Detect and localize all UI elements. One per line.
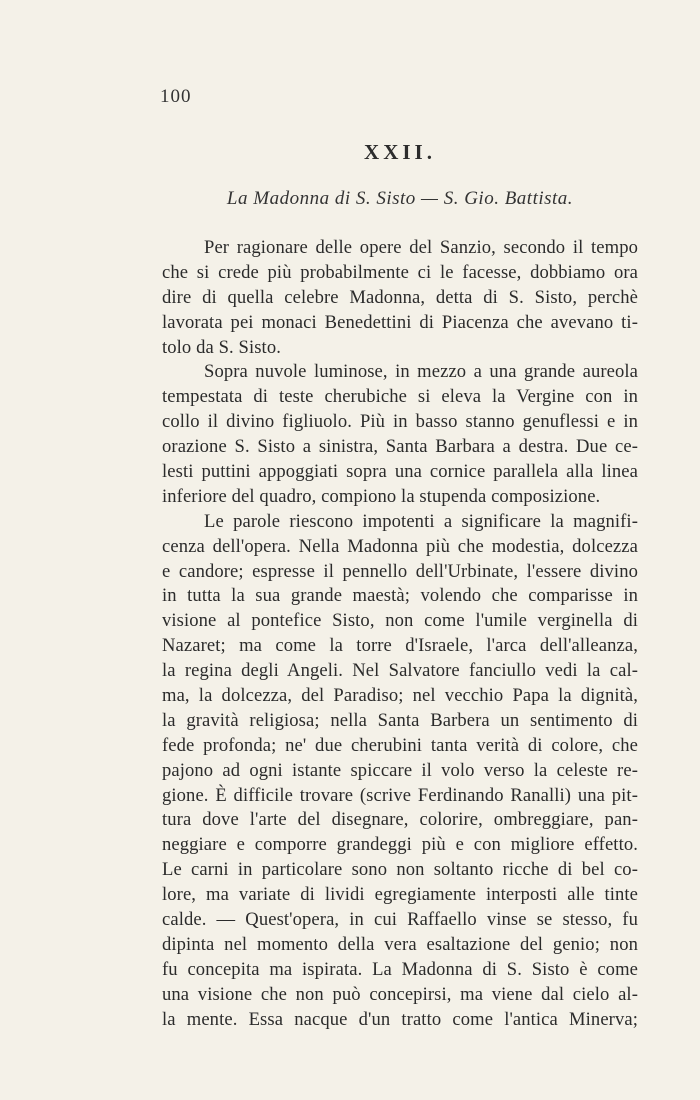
text-line: tura dove l'arte del disegnare, colorire, ombreggiare, pan- <box>162 809 638 831</box>
text-line: collo il divino figliuolo. Più in basso stanno genuflessi e in <box>162 411 638 433</box>
text-line: dire di quella celebre Madonna, detta di S. Sisto, perchè <box>162 286 638 308</box>
text-line: lavorata pei monaci Benedettini di Piacenza che avevano ti- <box>162 311 638 333</box>
text-line: tempestata di teste cherubiche si eleva la Vergine con in <box>162 386 638 408</box>
chapter-title: XXII. <box>364 140 436 164</box>
text-line: calde. — Quest'opera, in cui Raffaello vinse se stesso, fu <box>162 909 638 931</box>
text-line: orazione S. Sisto a sinistra, Santa Barbara a destra. Due ce- <box>162 436 638 458</box>
text-line: pajono ad ogni istante spiccare il volo verso la celeste re- <box>162 759 638 781</box>
text-line: tolo da S. Sisto. <box>162 336 281 358</box>
text-line: cenza dell'opera. Nella Madonna più che modestia, dolcezza <box>162 535 638 557</box>
text-line: Nazaret; ma come la torre d'Israele, l'arca dell'alleanza, <box>162 635 638 657</box>
text-line: visione al pontefice Sisto, non come l'umile verginella di <box>162 610 638 632</box>
text-line: Sopra nuvole luminose, in mezzo a una grande aureola <box>204 361 638 383</box>
text-line: Le parole riescono impotenti a significare la magnifi- <box>204 510 638 532</box>
text-line: fu concepita ma ispirata. La Madonna di S. Sisto è come <box>162 958 638 980</box>
text-line: la regina degli Angeli. Nel Salvatore fanciullo vedi la cal- <box>162 660 638 682</box>
chapter-subtitle: La Madonna di S. Sisto — S. Gio. Battista. <box>226 188 574 209</box>
text-line: fede profonda; ne' due cherubini tanta verità di colore, che <box>162 734 638 756</box>
text-line: Per ragionare delle opere del Sanzio, secondo il tempo <box>204 237 638 258</box>
text-line: dipinta nel momento della vera esaltazione del genio; non <box>162 933 638 955</box>
text-line: Le carni in particolare sono non soltanto ricche di bel co- <box>162 859 638 881</box>
text-line: che si crede più probabilmente ci le facesse, dobbiamo ora <box>162 261 638 283</box>
text-line: una visione che non può concepirsi, ma viene dal cielo al- <box>162 983 638 1005</box>
text-line: la mente. Essa nacque d'un tratto come l'antica Minerva; <box>162 1008 638 1030</box>
body-text <box>162 236 638 1033</box>
text-line: lesti puttini appoggiati sopra una cornice parallela alla linea <box>162 461 638 483</box>
text-line: ma, la dolcezza, del Paradiso; nel vecchio Papa la dignità, <box>162 685 638 707</box>
text-line: gione. È difficile trovare (scrive Ferdinando Ranalli) una pit- <box>162 784 638 806</box>
text-line: e candore; espresse il pennello dell'Urbinate, l'essere divino <box>162 560 638 582</box>
text-line: la gravità religiosa; nella Santa Barbera un sentimento di <box>162 709 638 731</box>
text-line: lore, ma variate di lividi egregiamente interposti alle tinte <box>162 884 638 906</box>
text-line: neggiare e comporre grandeggi più e con migliore effetto. <box>162 834 638 856</box>
text-line: inferiore del quadro, compiono la stupenda composizione. <box>162 485 601 507</box>
text-line: in tutta la sua grande maestà; volendo che comparisse in <box>162 585 638 607</box>
page-number: 100 <box>160 86 192 107</box>
